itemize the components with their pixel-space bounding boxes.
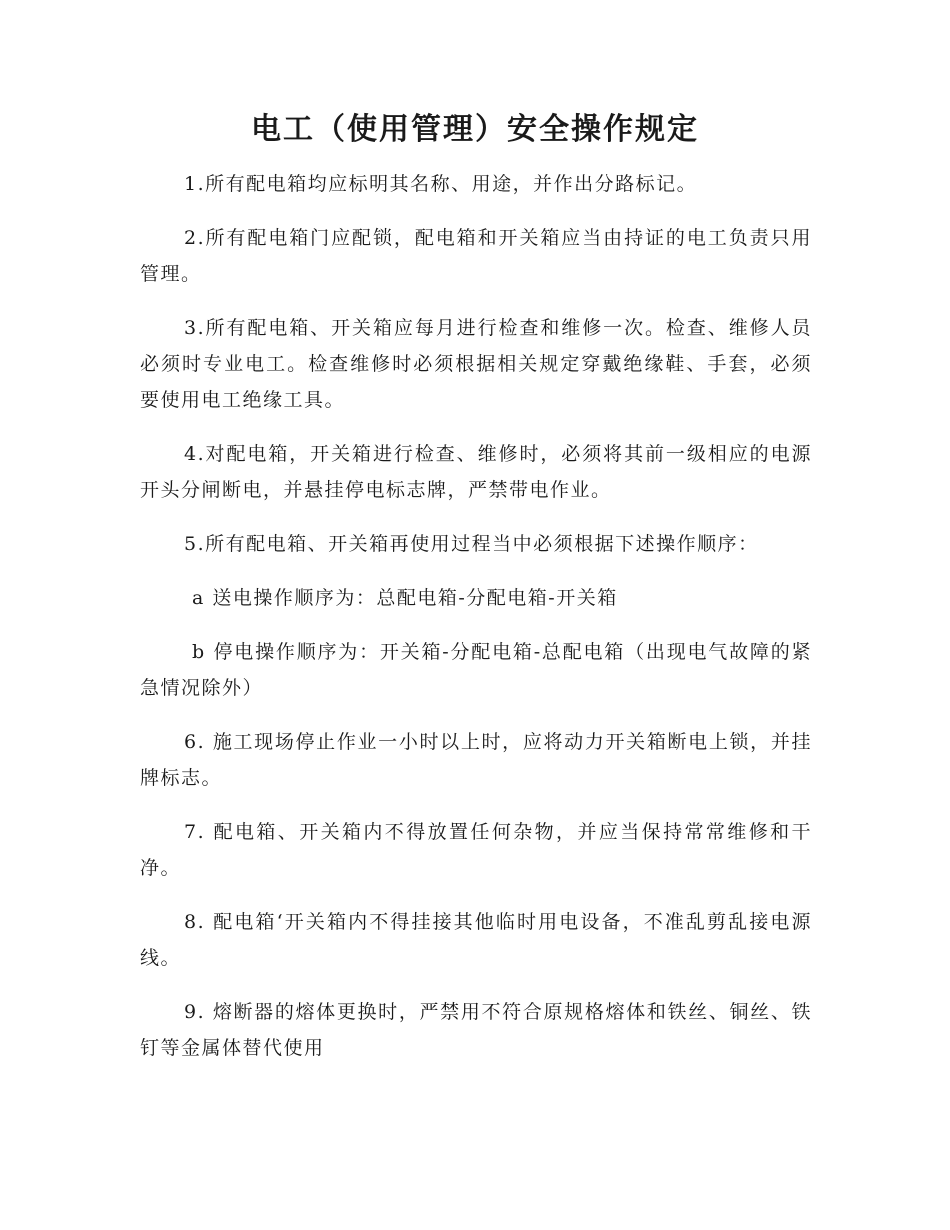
paragraph-9: 9. 熔断器的熔体更换时，严禁用不符合原规格熔体和铁丝、铜丝、铁钉等金属体替代使用	[140, 1001, 812, 1059]
paragraph-3: 3.所有配电箱、开关箱应每月进行检查和维修一次。检查、维修人员必须时专业电工。检查维修时必须根据相关规定穿戴绝缘鞋、手套，必须要使用电工绝缘工具。	[140, 317, 812, 411]
paragraph-5a: a 送电操作顺序为：总配电箱-分配电箱-开关箱	[192, 587, 618, 609]
paragraph-5b: b 停电操作顺序为：开关箱-分配电箱-总配电箱（出现电气故障的紧急情况除外）	[140, 641, 812, 699]
paragraph-6: 6. 施工现场停止作业一小时以上时，应将动力开关箱断电上锁，并挂牌标志。	[140, 731, 812, 789]
paragraph-7: 7. 配电箱、开关箱内不得放置任何杂物，并应当保持常常维修和干净。	[140, 821, 812, 879]
paragraph-4: 4.对配电箱，开关箱进行检查、维修时，必须将其前一级相应的电源开头分闸断电，并悬挂停电标志牌，严禁带电作业。	[140, 443, 812, 501]
paragraph-5: 5.所有配电箱、开关箱再使用过程当中必须根据下述操作顺序：	[184, 533, 759, 555]
paragraph-2: 2.所有配电箱门应配锁，配电箱和开关箱应当由持证的电工负责只用管理。	[140, 227, 812, 285]
document-title: 电工（使用管理）安全操作规定	[251, 112, 699, 147]
paragraph-1: 1.所有配电箱均应标明其名称、用途，并作出分路标记。	[184, 173, 698, 195]
paragraph-8: 8. 配电箱‘开关箱内不得挂接其他临时用电设备，不准乱剪乱接电源线。	[140, 911, 812, 969]
document-body	[140, 166, 812, 1084]
